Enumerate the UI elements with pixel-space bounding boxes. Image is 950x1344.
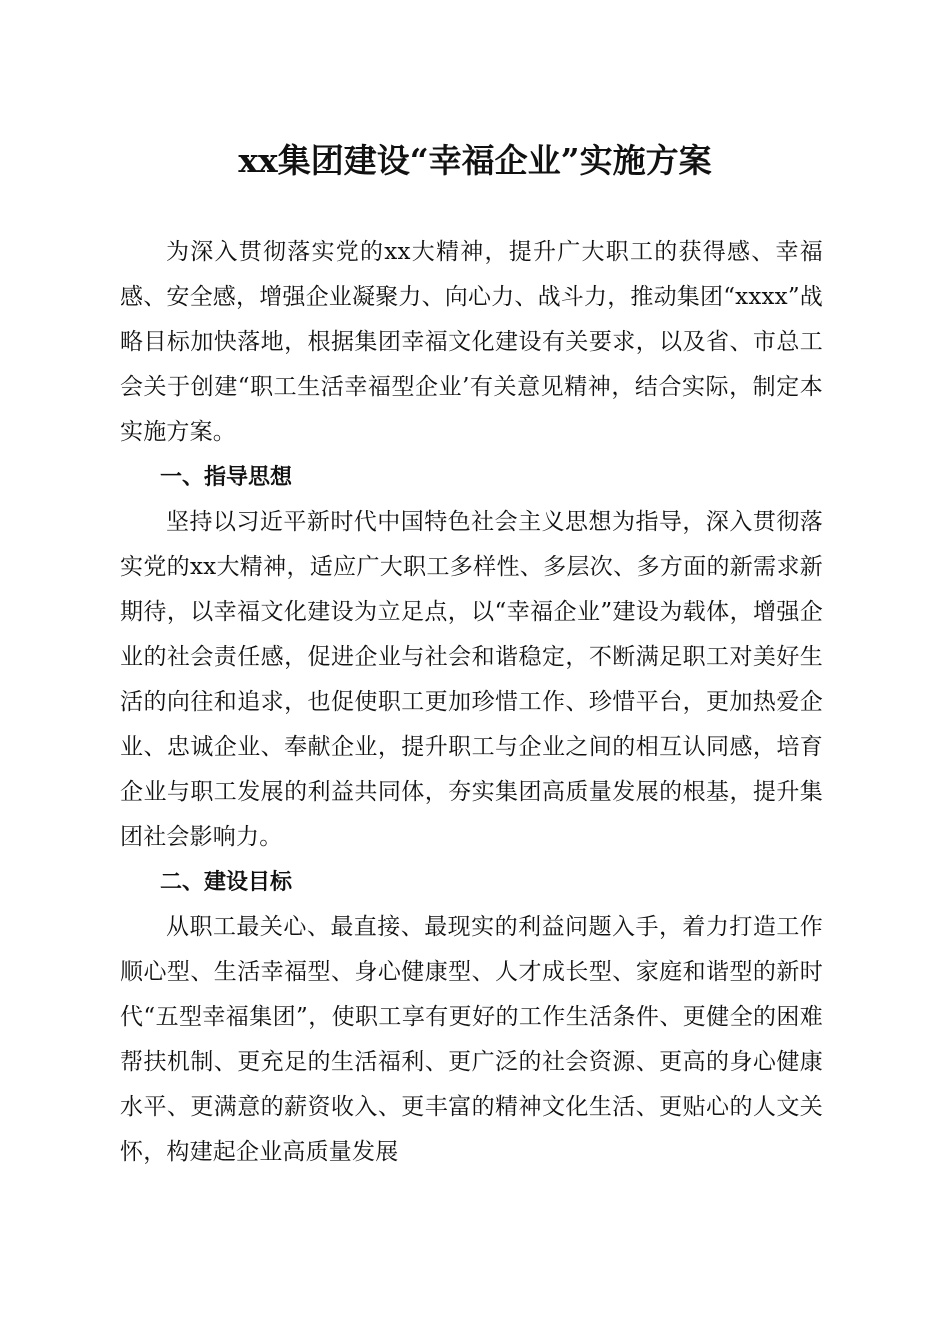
document-title: xx集团建设“幸福企业”实施方案 (238, 141, 712, 180)
section-paragraph-guiding-ideology: 坚持以习近平新时代中国特色社会主义思想为指导，深入贯彻落实党的xx大精神，适应广大职工多样性、多层次、多方面的新需求新期待，以幸福文化建设为立足点，以“幸福企业”建设为载体，增强企业的社会责任感，促进企业与社会和谐稳定，不断满足职工对美好生活的向往和追求，也促使职工更加珍惜工作、珍惜平台，更加热爱企业、忠诚企业、奉献企业，提升职工与企业之间的相互认同感，培育企业与职工发展的利益共同体，夯实集团高质量发展的根基，提升集团社会影响力。 (120, 509, 823, 850)
intro-paragraph: 为深入贯彻落实党的xx大精神，提升广大职工的获得感、幸福感、安全感，增强企业凝聚力、向心力、战斗力，推动集团“xxxx”战略目标加快落地，根据集团幸福文化建设有关要求，以及省、市总工会关于创建“职工生活幸福型企业’有关意见精神，结合实际，制定本实施方案。 (120, 239, 824, 445)
section-heading-guiding-ideology: 一、指导思想 (160, 465, 293, 490)
section-heading-construction-goals: 二、建设目标 (160, 870, 293, 895)
section-paragraph-construction-goals: 从职工最关心、最直接、最现实的利益问题入手，着力打造工作顺心型、生活幸福型、身心健康型、人才成长型、家庭和谐型的新时代“五型幸福集团”，使职工享有更好的工作生活条件、更健全的困难帮扶机制、更充足的生活福利、更广泛的社会资源、更高的身心健康水平、更满意的薪资收入、更丰富的精神文化生活、更贴心的人文关怀，构建起企业高质量发展 (120, 914, 823, 1165)
document-body (120, 230, 823, 1175)
